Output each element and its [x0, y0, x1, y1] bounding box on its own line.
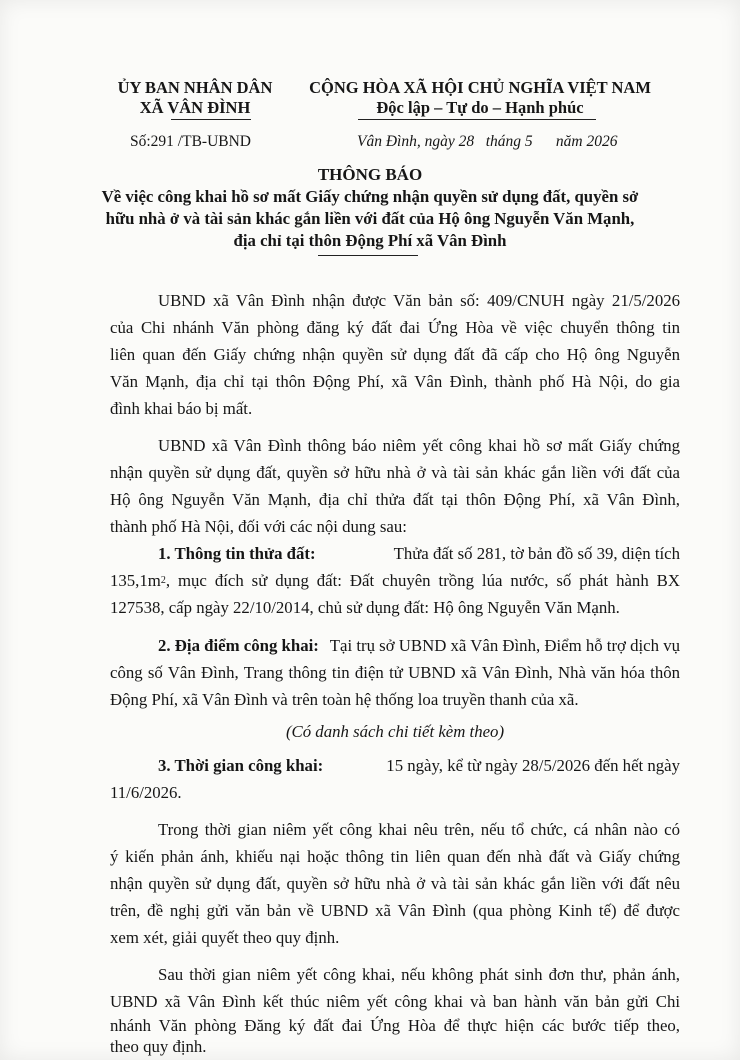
title-subject-line1: Về việc công khai hồ sơ mất Giấy chứng nhận quyền sử dụng đất, quyền sở [101, 187, 639, 206]
paragraph-3-line: xem xét, giải quyết theo quy định. [110, 928, 340, 947]
section-2-line3: Động Phí, xã Vân Đình và trên toàn hệ thống loa truyền thanh của xã. [110, 690, 579, 709]
paragraph-2-line: nhận quyền sử dụng đất, quyền sở hữu nhà ở và tài sản khác gắn liền với đất của [110, 463, 680, 482]
paragraph-2-line: thành phố Hà Nội, đối với các nội dung sau: [110, 517, 407, 536]
section-1-line2-rest: , mục đích sử dụng đất: Đất chuyên trồng lúa nước, số phát hành BX [165, 571, 680, 590]
paragraph-1-line: của Chi nhánh Văn phòng đăng ký đất đai Ứng Hòa về việc chuyển thông tin [110, 318, 680, 337]
motto-underline [358, 119, 596, 120]
document-number: Số:291 /TB-UBND [130, 133, 251, 150]
motto: Độc lập – Tự do – Hạnh phúc [376, 98, 584, 117]
section-2-text: Tại trụ sở UBND xã Vân Đình, Điểm hỗ trợ dịch vụ [329, 636, 680, 655]
section-2-line2: công số Vân Đình, Trang thông tin điện tử UBND xã Vân Đình, Nhà văn hóa thôn [110, 663, 680, 682]
section-3-text: 15 ngày, kể từ ngày 28/5/2026 đến hết ngày [386, 756, 680, 775]
paragraph-4-line: Sau thời gian niêm yết công khai, nếu không phát sinh đơn thư, phản ánh, [158, 965, 680, 984]
title-subject-line3: địa chỉ tại thôn Động Phí xã Vân Đình [233, 231, 507, 250]
paragraph-2-line: Hộ ông Nguyễn Văn Mạnh, địa chỉ thửa đất tại thôn Động Phí, xã Vân Đình, [110, 490, 680, 509]
authority-line1: ỦY BAN NHÂN DÂN [117, 78, 273, 97]
section-1-line2 [110, 567, 680, 594]
paragraph-4-line: UBND xã Vân Đình kết thúc niêm yết công khai và ban hành văn bản gửi Chi [110, 992, 680, 1011]
paragraph-4-line: nhánh Văn phòng Đăng ký đất đai Ứng Hòa để thực hiện các bước tiếp theo, [110, 1016, 680, 1035]
paragraph-1-line: Văn Mạnh, địa chỉ tại thôn Động Phí, xã Vân Đình, thành phố Hà Nội, do gia [110, 372, 680, 391]
authority-line2: XÃ VÂN ĐÌNH [139, 98, 251, 117]
area-unit-superscript: 2 [160, 575, 166, 586]
issuing-authority [110, 78, 280, 118]
section-2-heading-line [158, 632, 680, 659]
document-title: THÔNG BÁO [317, 165, 423, 184]
title-subject-line2: hữu nhà ở và tài sản khác gắn liền với đất của Hộ ông Nguyễn Văn Mạnh, [105, 209, 635, 228]
place-and-date: Vân Đình, ngày 28 tháng 5 năm 2026 [357, 133, 618, 150]
section-2-label: 2. Địa điểm công khai: [158, 636, 319, 655]
paragraph-1-line: đình khai báo bị mất. [110, 399, 253, 418]
paragraph-3-line: Trong thời gian niêm yết công khai nêu trên, nếu tổ chức, cá nhân nào có [158, 820, 680, 839]
section-1-label: 1. Thông tin thửa đất: [158, 544, 316, 563]
paragraph-4-line: theo quy định. [110, 1037, 207, 1056]
section-3-line2: 11/6/2026. [110, 783, 182, 802]
paragraph-2-line: UBND xã Vân Đình thông báo niêm yết công khai hồ sơ mất Giấy chứng [158, 436, 680, 455]
paragraph-1-line: UBND xã Vân Đình nhận được Văn bản số: 409/CNUH ngày 21/5/2026 [158, 291, 680, 310]
section-1-heading-line [158, 540, 680, 567]
paragraph-3-line: ý kiến phản ánh, khiếu nại hoặc thông tin liên quan đến nhà đất và Giấy chứng [110, 847, 680, 866]
section-3-heading-line [158, 752, 680, 779]
attachment-note: (Có danh sách chi tiết kèm theo) [285, 722, 505, 741]
section-1-line3: 127538, cấp ngày 22/10/2014, chủ sử dụng đất: Hộ ông Nguyễn Văn Mạnh. [110, 598, 620, 617]
paragraph-3-line: trên, đề nghị gửi văn bản về UBND xã Vân Đình (qua phòng Kinh tế) để được [110, 901, 680, 920]
section-1-text: Thửa đất số 281, tờ bản đồ số 39, diện tích [393, 544, 680, 563]
paragraph-3-line: nhận quyền sử dụng đất, quyền sở hữu nhà ở và tài sản khác gắn liền với đất nêu [110, 874, 680, 893]
national-motto [300, 78, 660, 118]
title-underline [318, 255, 418, 256]
section-3-label: 3. Thời gian công khai: [158, 756, 324, 775]
paragraph-1-line: liên quan đến Giấy chứng nhận quyền sử dụng đất đã cấp cho Hộ ông Nguyễn [110, 345, 680, 364]
nation-name: CỘNG HÒA XÃ HỘI CHỦ NGHĨA VIỆT NAM [309, 78, 651, 97]
area-value: 135,1m [110, 571, 161, 590]
authority-underline [171, 119, 251, 120]
